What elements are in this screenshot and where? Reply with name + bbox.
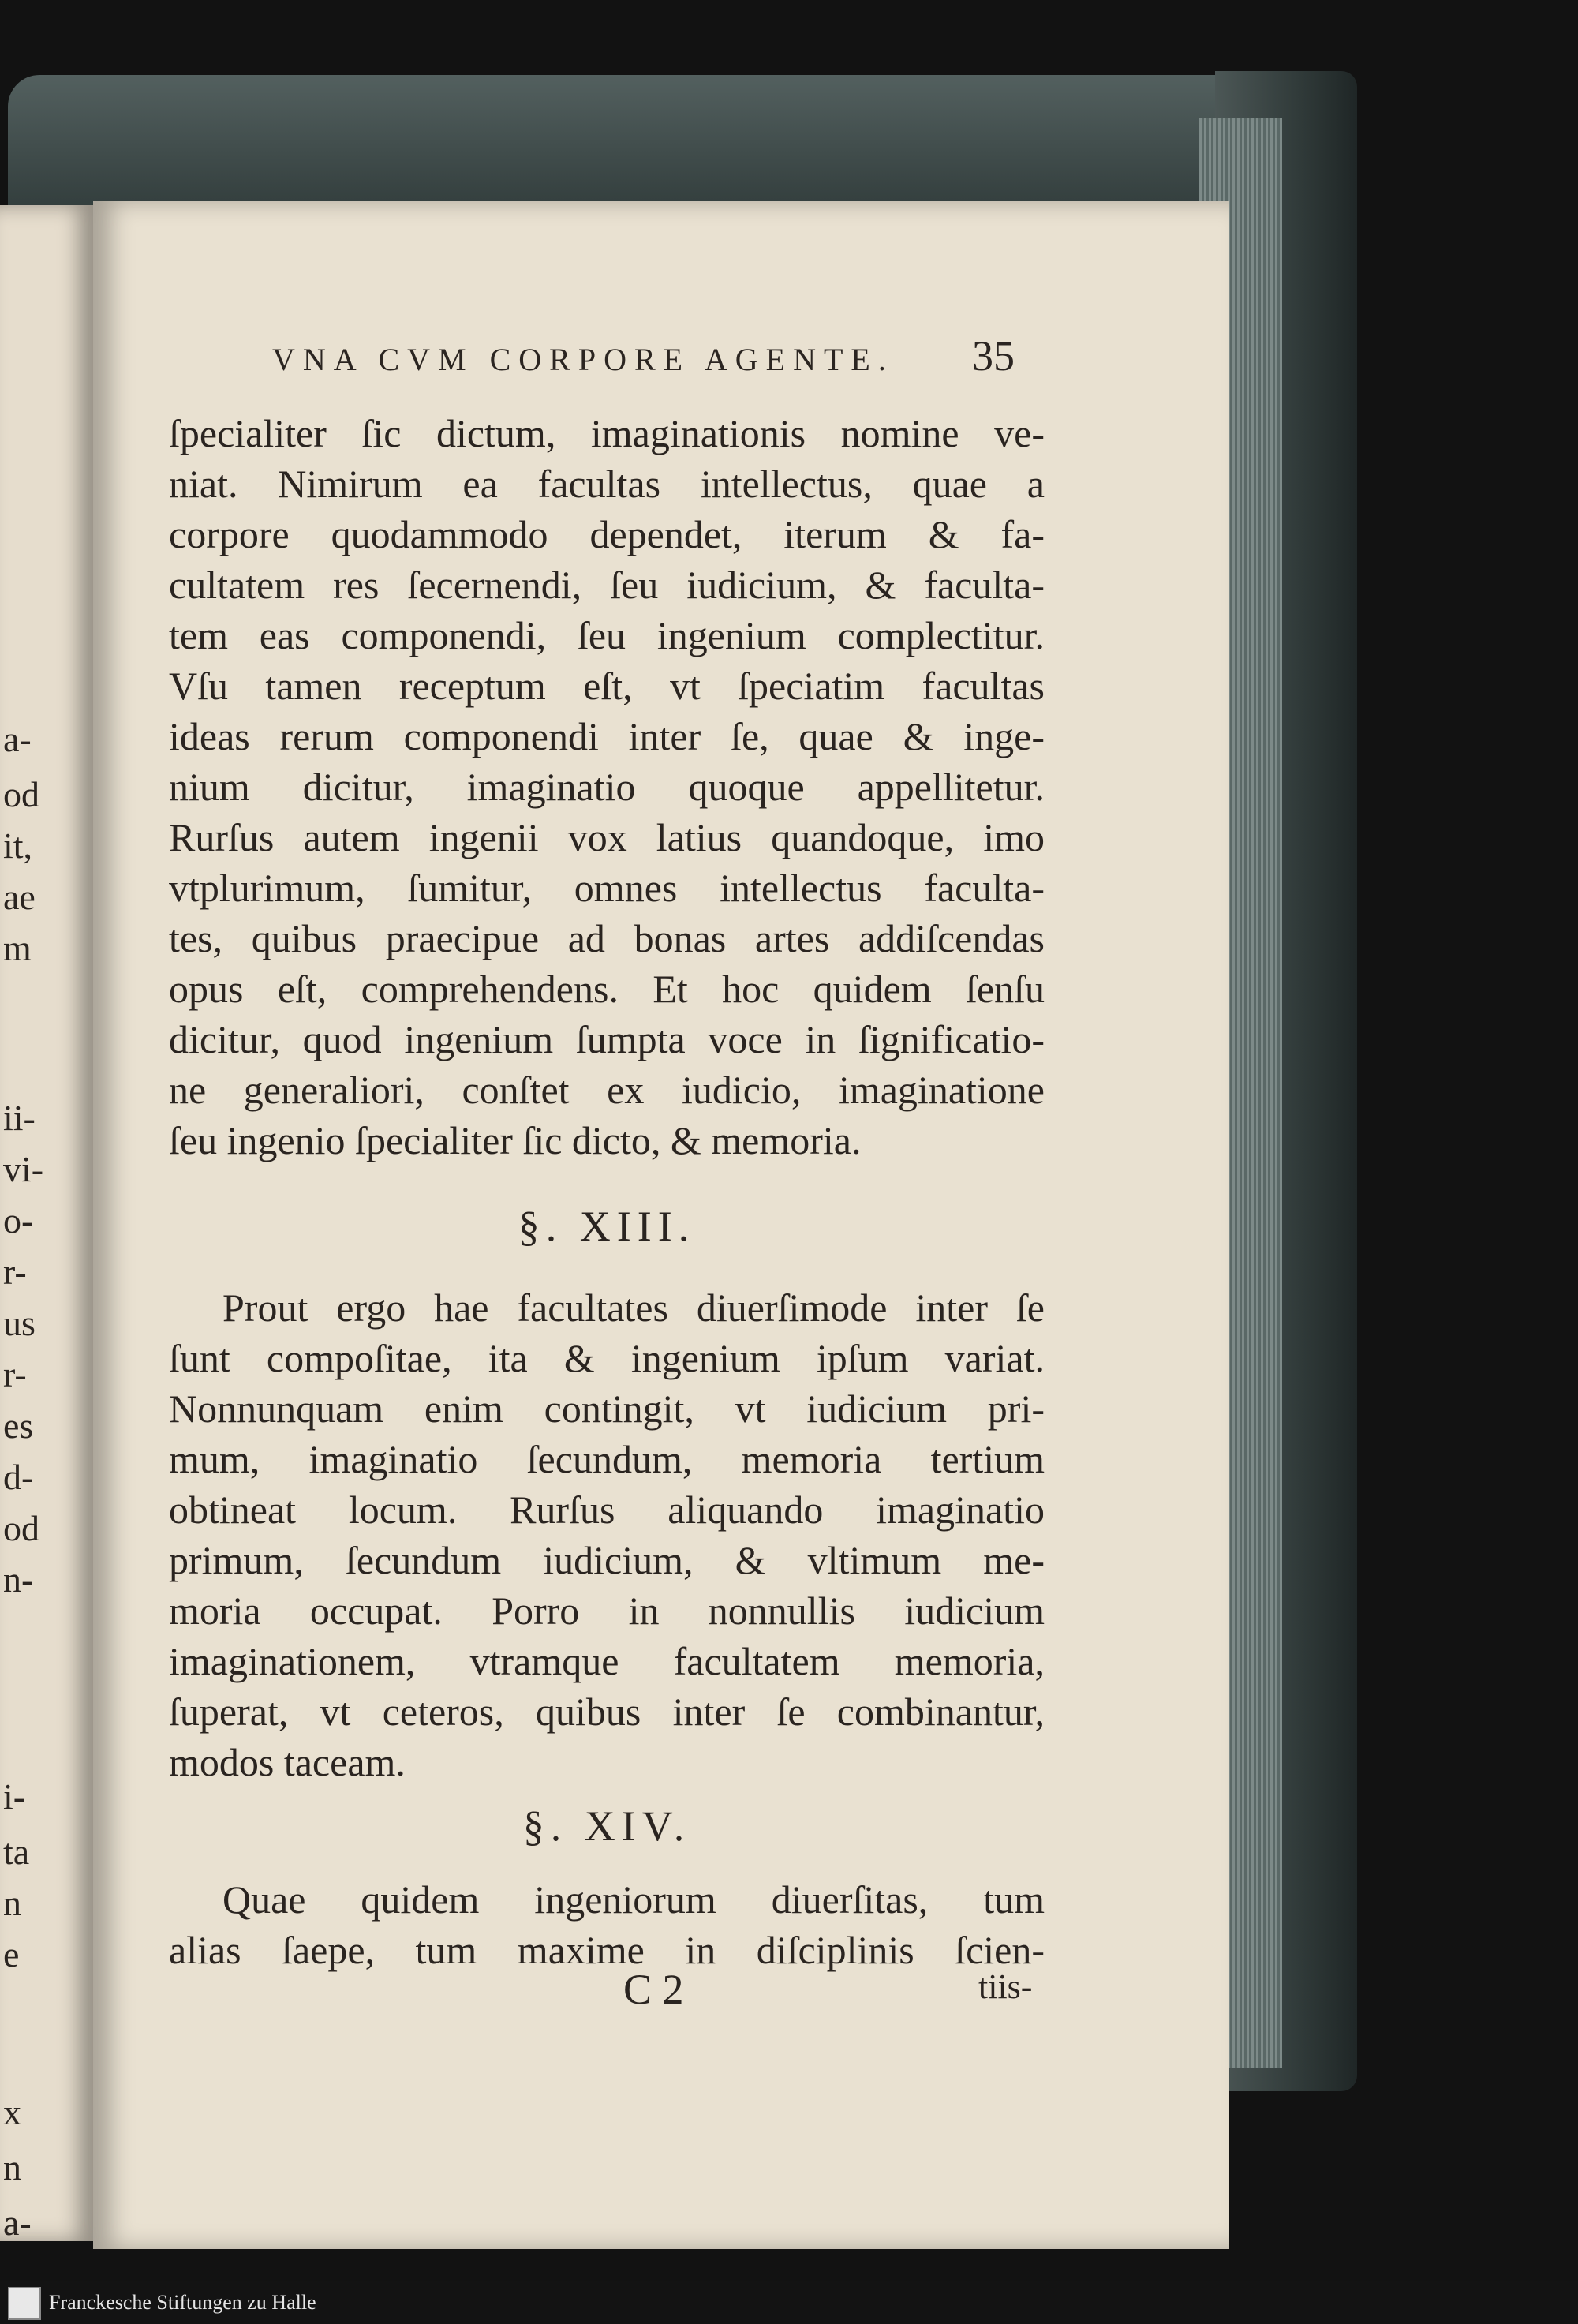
left-fragment: a- bbox=[3, 2202, 32, 2243]
footer-bar bbox=[0, 2281, 1578, 2324]
catchword: tiis- bbox=[978, 1967, 1033, 2006]
signature-mark: C 2 bbox=[623, 1966, 684, 2013]
text-line: ideas rerum componendi inter ſe, quae & inge- bbox=[169, 714, 1045, 758]
text-line: ſunt compoſitae, ita & ingenium ipſum variat. bbox=[169, 1336, 1045, 1380]
left-fragment: od bbox=[3, 1508, 39, 1548]
text-line: mum, imaginatio ſecundum, memoria tertium bbox=[169, 1437, 1045, 1481]
text-line: opus eſt, comprehendens. Et hoc quidem ſenſu bbox=[169, 967, 1045, 1011]
text-line: dicitur, quod ingenium ſumpta voce in ſignificatio- bbox=[169, 1017, 1045, 1061]
text-line: ſuperat, vt ceteros, quibus inter ſe combinantur, bbox=[169, 1690, 1045, 1734]
text-line: nium dicitur, imaginatio quoque appellitetur. bbox=[169, 765, 1045, 809]
footer-credit: Franckesche Stiftungen zu Halle bbox=[49, 2291, 316, 2314]
text-line: ne generaliori, conſtet ex iudicio, imaginatione bbox=[169, 1068, 1045, 1112]
left-fragment: n- bbox=[3, 1559, 34, 1600]
left-page bbox=[0, 205, 93, 2241]
left-fragment: it, bbox=[3, 825, 33, 866]
section-heading: §. XIV. bbox=[522, 1802, 691, 1850]
text-line: Prout ergo hae facultates diuerſimode inter ſe bbox=[222, 1285, 1045, 1330]
text-line: tes, quibus praecipue ad bonas artes addiſcendas bbox=[169, 916, 1045, 960]
text-line: primum, ſecundum iudicium, & vltimum me- bbox=[169, 1538, 1045, 1582]
left-fragment: ii- bbox=[3, 1098, 36, 1138]
text-line: Rurſus autem ingenii vox latius quandoque, imo bbox=[169, 815, 1045, 859]
text-line: ſpecialiter ſic dictum, imaginationis nomine ve- bbox=[169, 411, 1045, 455]
text-line: tem eas componendi, ſeu ingenium complectitur. bbox=[169, 613, 1045, 657]
left-fragment: x bbox=[3, 2092, 21, 2132]
page-number: 35 bbox=[972, 332, 1015, 380]
left-fragment: o- bbox=[3, 1200, 34, 1241]
text-line: Vſu tamen receptum eſt, vt ſpeciatim facultas bbox=[169, 664, 1045, 708]
left-fragment: d- bbox=[3, 1457, 34, 1497]
left-fragment: m bbox=[3, 928, 32, 968]
left-fragment: e bbox=[3, 1934, 20, 1974]
section-heading: §. XIII. bbox=[518, 1203, 696, 1250]
text-line: Quae quidem ingeniorum diuerſitas, tum bbox=[222, 1877, 1045, 1922]
text-line: modos taceam. bbox=[169, 1740, 406, 1784]
left-fragment: a- bbox=[3, 719, 32, 759]
left-fragment: od bbox=[3, 774, 39, 814]
text-line: alias ſaepe, tum maxime in diſciplinis ſcien- bbox=[169, 1928, 1045, 1972]
text-line: moria occupat. Porro in nonnullis iudicium bbox=[169, 1589, 1045, 1633]
text-line: niat. Nimirum ea facultas intellectus, quae a bbox=[169, 462, 1045, 506]
text-line: obtineat locum. Rurſus aliquando imaginatio bbox=[169, 1488, 1045, 1532]
left-fragment: vi- bbox=[3, 1149, 44, 1189]
left-fragment: r- bbox=[3, 1354, 27, 1394]
left-fragment: ta bbox=[3, 1832, 30, 1872]
left-fragment: i- bbox=[3, 1776, 26, 1817]
running-head: VNA CVM CORPORE AGENTE. bbox=[272, 342, 894, 377]
left-fragment: r- bbox=[3, 1252, 27, 1292]
library-logo-icon bbox=[8, 2287, 41, 2320]
left-fragment: es bbox=[3, 1405, 34, 1446]
left-fragment: n bbox=[3, 1883, 21, 1923]
text-line: corpore quodammodo dependet, iterum & fa- bbox=[169, 512, 1045, 556]
text-line: vtplurimum, ſumitur, omnes intellectus faculta- bbox=[169, 866, 1045, 910]
text-line: cultatem res ſecernendi, ſeu iudicium, & faculta- bbox=[169, 563, 1045, 607]
left-fragment: us bbox=[3, 1303, 36, 1343]
left-fragment: ae bbox=[3, 877, 36, 917]
text-line: imaginationem, vtramque facultatem memoria, bbox=[169, 1639, 1045, 1683]
text-line: Nonnunquam enim contingit, vt iudicium pri- bbox=[169, 1387, 1045, 1431]
left-fragment: n bbox=[3, 2147, 21, 2187]
text-line: ſeu ingenio ſpecialiter ſic dicto, & memoria. bbox=[169, 1118, 862, 1162]
